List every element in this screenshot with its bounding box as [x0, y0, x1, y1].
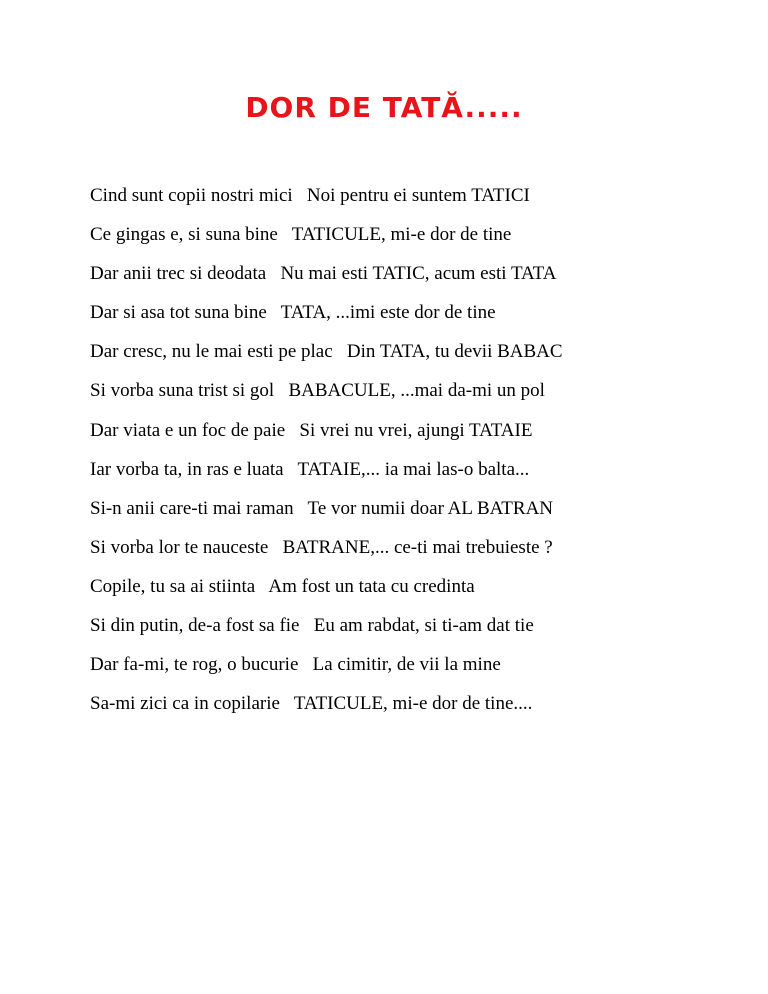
poem-line: Dar cresc, nu le mai esti pe plac Din TATA, tu devii BABAC	[90, 341, 563, 363]
poem-line: Si-n anii care-ti mai raman Te vor numii doar AL BATRAN	[90, 497, 554, 519]
poem-line: Dar fa-mi, te rog, o bucurie La cimitir, de vii la mine	[90, 654, 501, 676]
poem-line: Si vorba lor te nauceste BATRANE,... ce-ti mai trebuieste ?	[90, 536, 553, 558]
poem-line: Dar viata e un foc de paie Si vrei nu vrei, ajungi TATAIE	[90, 419, 533, 441]
poem-line: Ce gingas e, si suna bine TATICULE, mi-e dor de tine	[90, 224, 512, 246]
poem-title: DOR DE TATĂ.....	[245, 91, 523, 124]
poem-body	[90, 176, 730, 723]
poem-line: Si din putin, de-a fost sa fie Eu am rabdat, si ti-am dat tie	[90, 615, 534, 637]
poem-line: Dar si asa tot suna bine TATA, ...imi este dor de tine	[90, 302, 496, 324]
poem-line: Sa-mi zici ca in copilarie TATICULE, mi-e dor de tine....	[90, 693, 533, 715]
poem-line: Si vorba suna trist si gol BABACULE, ...mai da-mi un pol	[90, 380, 545, 402]
poem-line: Dar anii trec si deodata Nu mai esti TATIC, acum esti TATA	[90, 263, 557, 285]
poem-line: Cind sunt copii nostri mici Noi pentru ei suntem TATICI	[90, 185, 530, 206]
poem-line: Iar vorba ta, in ras e luata TATAIE,... ia mai las-o balta...	[90, 458, 530, 480]
poem-line: Copile, tu sa ai stiinta Am fost un tata cu credinta	[90, 575, 475, 597]
